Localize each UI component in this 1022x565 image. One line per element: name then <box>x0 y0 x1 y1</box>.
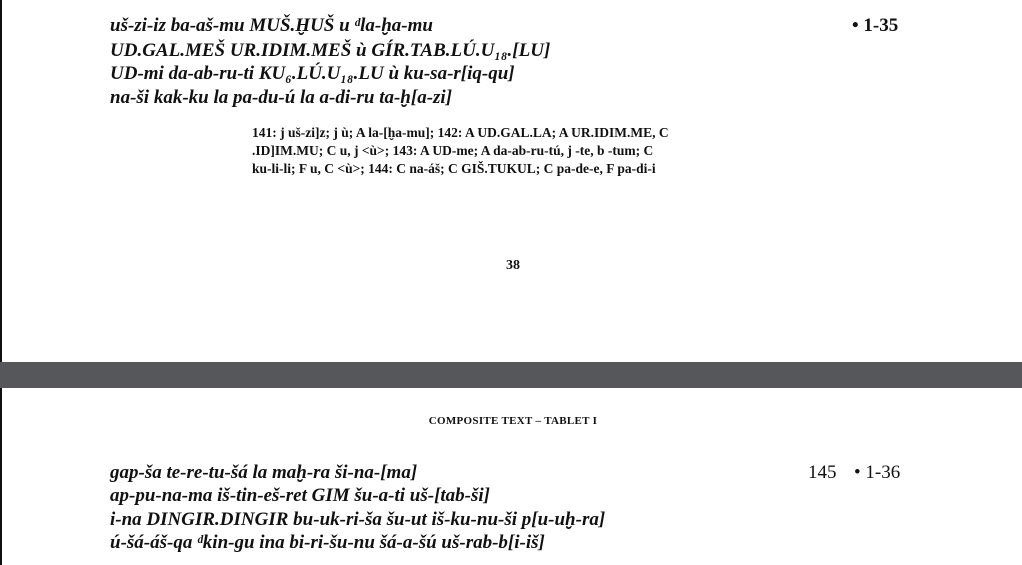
apparatus-line: ku-li-li; F u, C <ù>; 144: C na-áš; C GIŠ.TUKUL; C pa-de-e, F pa-di-i <box>252 161 656 176</box>
lower-page <box>0 388 1022 565</box>
critical-apparatus <box>252 124 812 178</box>
text-line: gap-ša te-re-tu-šá la maḫ-ra ši-na-[ma] <box>110 462 418 483</box>
running-head: COMPOSITE TEXT – TABLET I <box>428 415 598 427</box>
text-line: uš-zi-iz ba-aš-mu MUŠ.ḪUŠ u ᵈla-ḫa-mu <box>110 15 433 36</box>
text-line: i-na DINGIR.DINGIR bu-uk-ri-ša šu-ut iš-ku-nu-ši p[u-uḫ-ra] <box>110 509 606 530</box>
text-line: ú-šá-áš-qa ᵈkin-gu ina bi-ri-šu-nu šá-a-šú uš-rab-b[i-iš] <box>110 532 545 553</box>
page-number: 38 <box>506 258 520 273</box>
apparatus-line: .ID]IM.MU; C u, j <ù>; 143: A UD-me; A da-ab-ru-tú, j -te, b -tum; C <box>252 143 654 158</box>
apparatus-line: 141: j uš-zi]z; j ù; A la-[ḫa-mu]; 142: A UD.GAL.LA; A UR.IDIM.ME, C <box>252 125 669 140</box>
text-line: UD-mi da-ab-ru-ti KU₆.LÚ.U₁₈.LU ù ku-sa-r[iq-qu] <box>110 63 515 84</box>
line-number: 145 <box>808 462 837 483</box>
line-reference: • 1-36 <box>854 462 901 483</box>
text-line: UD.GAL.MEŠ UR.IDIM.MEŠ ù GÍR.TAB.LÚ.U₁₈.[LU] <box>110 40 551 61</box>
page-separator <box>0 362 1022 388</box>
text-line: na-ši kak-ku la pa-du-ú la a-di-ru ta-ḫ[a-zi] <box>110 87 453 108</box>
text-line: ap-pu-na-ma iš-tin-eš-ret GIM šu-a-ti uš-[tab-ši] <box>110 485 491 506</box>
line-reference: • 1-35 <box>852 15 899 36</box>
